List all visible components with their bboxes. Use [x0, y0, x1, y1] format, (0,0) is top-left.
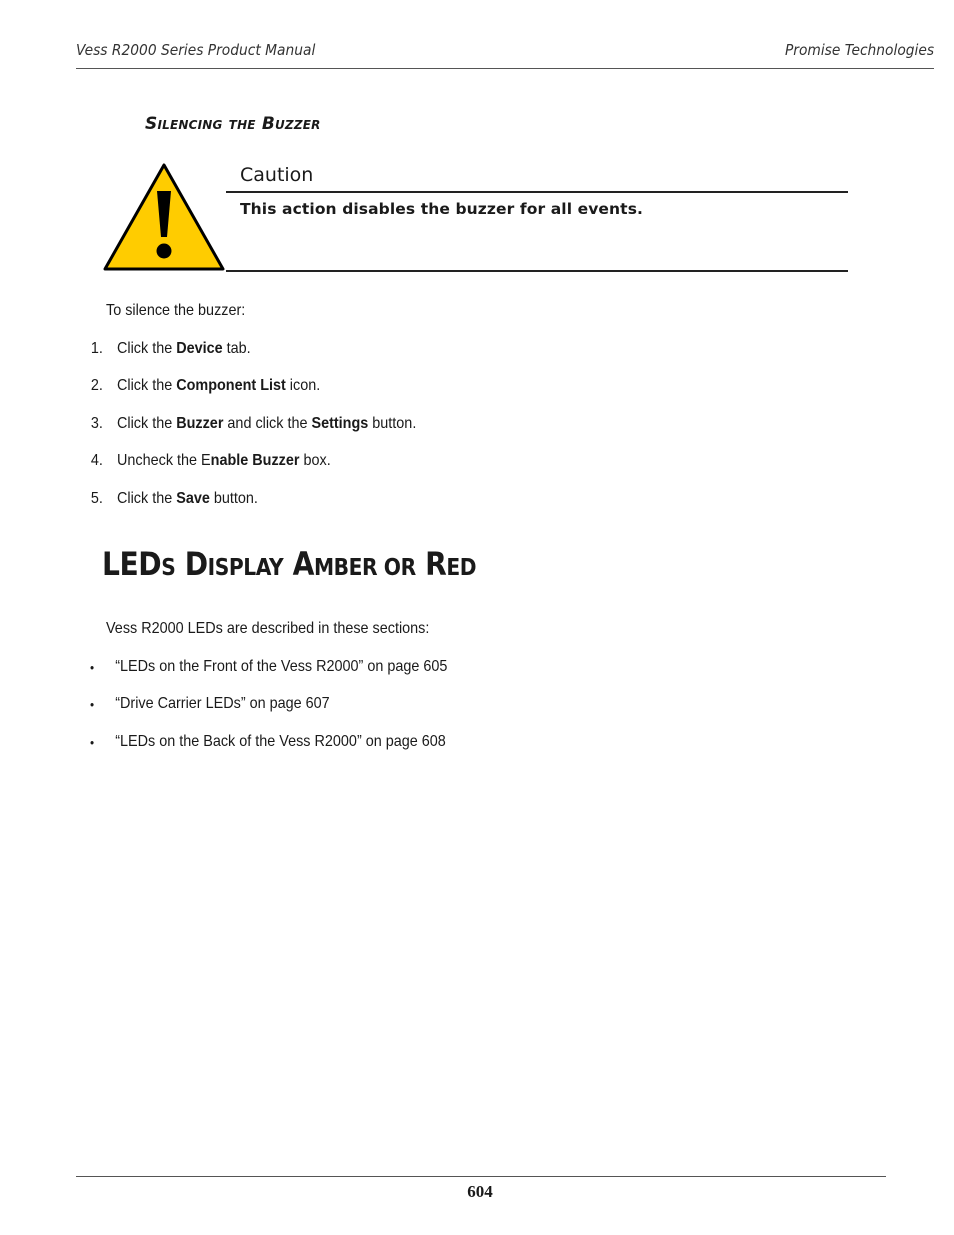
bullet-mark: • — [90, 697, 95, 712]
step-fragment: tab. — [222, 340, 251, 357]
bullet-item — [0, 695, 810, 717]
section-title: Silencing the Buzzer — [145, 114, 321, 134]
footer-rule — [76, 1176, 886, 1177]
bullet-mark: • — [90, 735, 95, 750]
cross-reference-link[interactable]: “Drive Carrier LEDs” on page 607 — [115, 695, 330, 712]
step-fragment: button. — [368, 415, 417, 432]
step-item — [0, 415, 810, 437]
step-emphasis: Settings — [311, 415, 369, 432]
step-number: 5. — [90, 490, 103, 507]
step-number: 1. — [90, 340, 103, 357]
step-text — [117, 377, 320, 395]
step-fragment: box. — [299, 452, 331, 469]
cross-reference-link[interactable]: “LEDs on the Front of the Vess R2000” on page 605 — [115, 658, 448, 675]
step-text — [117, 490, 258, 508]
caution-top-rule — [226, 191, 848, 193]
step-item — [0, 490, 810, 512]
running-header-company: Promise Technologies — [784, 41, 934, 59]
bullet-mark: • — [90, 660, 95, 675]
step-text — [117, 415, 416, 433]
bullet-item — [0, 658, 810, 680]
step-number: 2. — [90, 377, 103, 394]
step-fragment: button. — [209, 490, 258, 507]
step-fragment: icon. — [285, 377, 321, 394]
step-emphasis: Component List — [176, 377, 286, 394]
cross-reference-link[interactable]: “LEDs on the Back of the Vess R2000” on page 608 — [115, 733, 446, 750]
step-emphasis: nable Buzzer — [210, 452, 300, 469]
header-rule — [76, 68, 934, 69]
step-number: 4. — [90, 452, 103, 469]
step-emphasis: Buzzer — [176, 415, 224, 432]
step-text — [117, 340, 251, 358]
caution-text: This action disables the buzzer for all events. — [240, 200, 644, 218]
step-fragment: Click the — [117, 340, 177, 357]
caution-title: Caution — [240, 164, 314, 186]
step-fragment: Click the — [117, 415, 177, 432]
step-item — [0, 377, 810, 399]
warning-triangle-icon — [103, 163, 225, 271]
step-item — [0, 340, 810, 362]
leds-intro-text: Vess R2000 LEDs are described in these sections: — [106, 620, 430, 637]
running-header-title: Vess R2000 Series Product Manual — [76, 41, 316, 59]
step-emphasis: Save — [176, 490, 210, 507]
bullet-item — [0, 733, 810, 755]
step-number: 3. — [90, 415, 103, 432]
page-number: 604 — [467, 1182, 493, 1201]
step-fragment: and click the — [223, 415, 312, 432]
heading-leds: LEDS DISPLAY AMBER OR RED — [102, 545, 477, 583]
step-text — [117, 452, 331, 470]
caution-bottom-rule — [226, 270, 848, 272]
intro-text: To silence the buzzer: — [106, 302, 246, 319]
step-item — [0, 452, 810, 474]
step-emphasis: Device — [176, 340, 223, 357]
step-fragment: Click the — [117, 377, 177, 394]
step-fragment: Click the — [117, 490, 177, 507]
step-fragment: Uncheck the E — [117, 452, 211, 469]
